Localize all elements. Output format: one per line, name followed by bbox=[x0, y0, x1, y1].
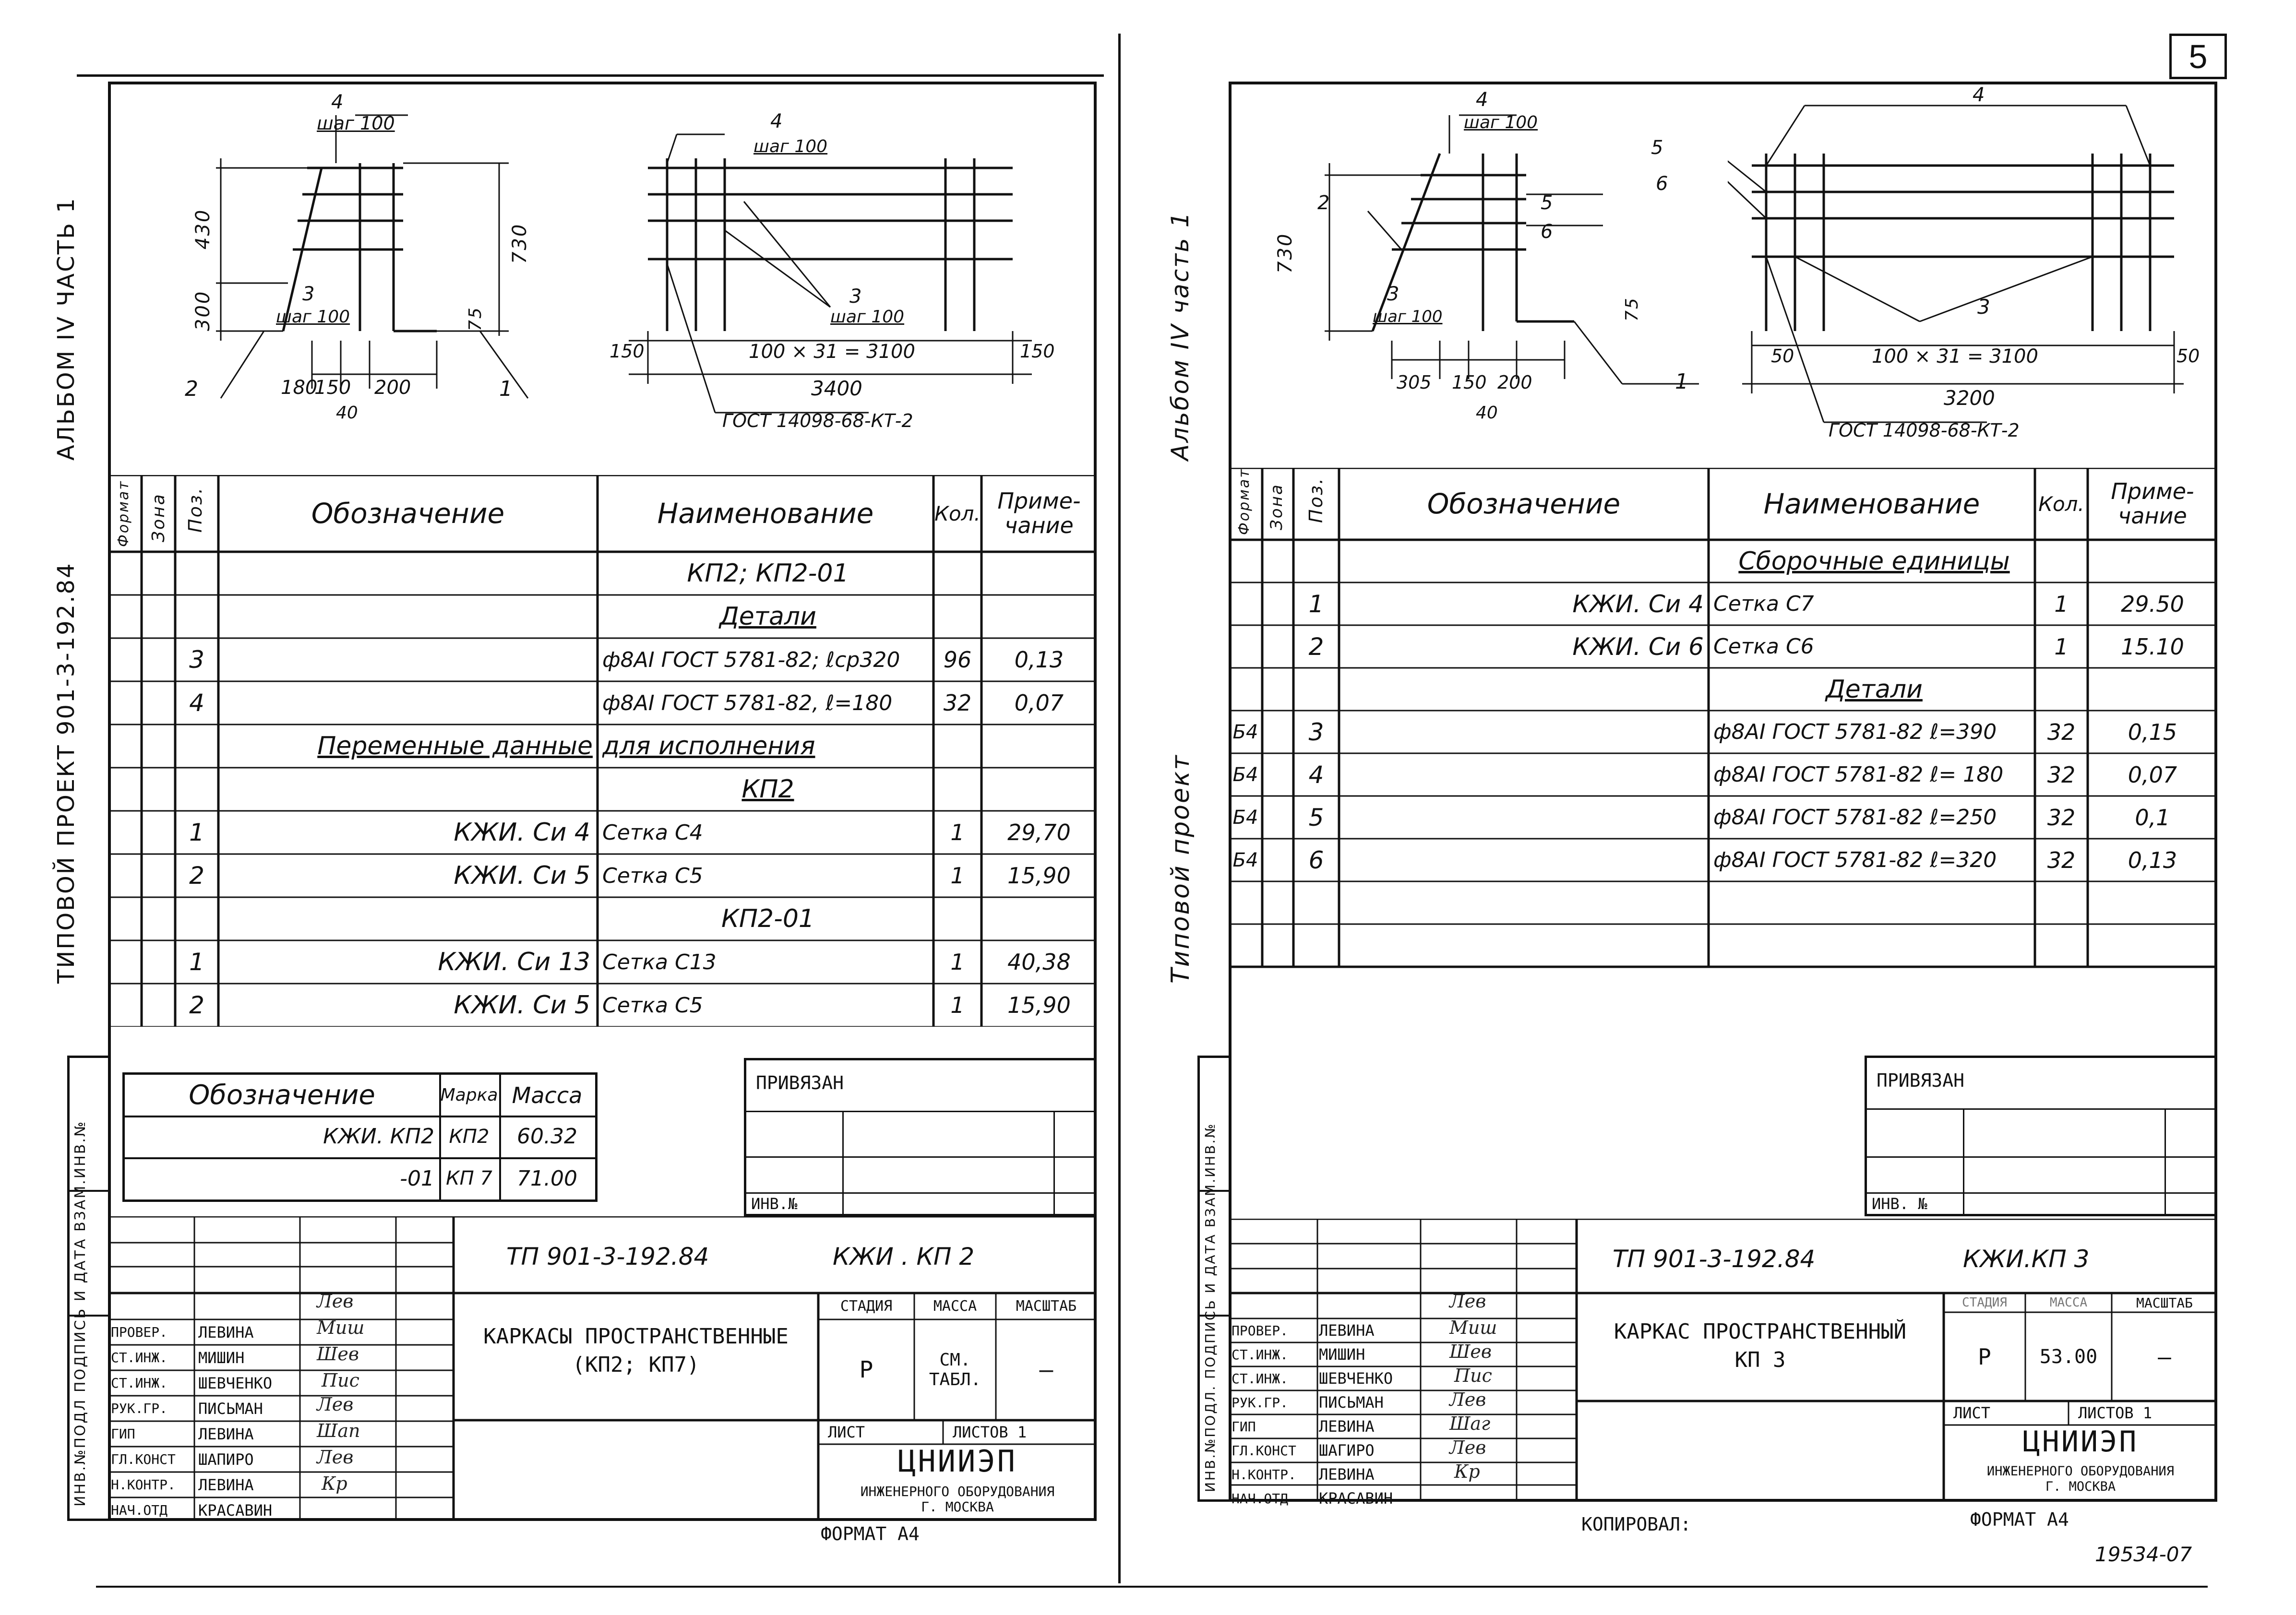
right-e-pos3: 3 bbox=[1977, 295, 1990, 319]
left-signature-4: Пис bbox=[322, 1370, 359, 1391]
spec-row-qty: 1 bbox=[950, 992, 965, 1018]
right-e-gost: ГОСТ 14098-68-КТ-2 bbox=[1829, 420, 2020, 441]
spec-row-note bbox=[981, 552, 1097, 595]
spec-row-designation: КЖИ. Си 6 bbox=[1572, 632, 1704, 661]
spec-row-qty bbox=[933, 595, 981, 638]
spec-row-name: КП2-01 bbox=[721, 904, 815, 933]
right-tb-code: ТП 901-3-192.84 bbox=[1613, 1245, 1816, 1273]
right-spec-h-qty: Кол. bbox=[2038, 492, 2084, 516]
left-tb-mass: СМ. ТАБЛ. bbox=[929, 1350, 981, 1389]
right-tb-sheet: ЛИСТ bbox=[1953, 1404, 1991, 1422]
left-tb-sheets: ЛИСТОВ 1 bbox=[953, 1423, 1027, 1441]
spec-row-note: 0,13 bbox=[1014, 647, 1064, 673]
spec-row-pos: 1 bbox=[189, 948, 204, 976]
spec-row-name: Сборочные единицы bbox=[1738, 546, 2010, 576]
left-s-pos2: 2 bbox=[185, 377, 198, 401]
right-album-label: Альбом IV часть 1 bbox=[1166, 211, 1194, 461]
right-tb-sheets: ЛИСТОВ 1 bbox=[2078, 1404, 2152, 1422]
right-s-pos6: 6 bbox=[1541, 221, 1553, 243]
tb-name: ЛЕВИНА bbox=[198, 1425, 254, 1443]
spec-row-designation: КЖИ. Си 4 bbox=[1572, 590, 1704, 618]
right-binding-box bbox=[1865, 1056, 2217, 1216]
spec-row-designation bbox=[223, 768, 590, 811]
spec-row-format: Б4 bbox=[1232, 806, 1258, 829]
spec-row-pos bbox=[1293, 668, 1339, 711]
spec-row-designation bbox=[223, 681, 590, 724]
tb-role: НАЧ.ОТД bbox=[1232, 1490, 1289, 1507]
right-signature-1: Лев bbox=[1449, 1291, 1486, 1312]
mass-r1-designation: КЖИ. КП2 bbox=[323, 1124, 434, 1149]
right-s-pos1: 1 bbox=[1675, 369, 1688, 394]
spec-row-pos bbox=[175, 724, 218, 768]
spec-row-name: для исполнения bbox=[602, 732, 815, 760]
spec-row-qty bbox=[933, 897, 981, 940]
right-spec-h-name: Наименование bbox=[1763, 487, 1980, 520]
mass-r2-mass: 71.00 bbox=[517, 1166, 577, 1191]
spec-row-qty: 1 bbox=[950, 949, 965, 975]
spec-row-name: ф8АI ГОСТ 5781-82, ℓ=180 bbox=[602, 690, 893, 715]
tb-name: КРАСАВИН bbox=[198, 1501, 273, 1520]
spec-row-designation: КЖИ. Си 13 bbox=[438, 948, 590, 976]
right-signature-5: Лев bbox=[1449, 1389, 1486, 1410]
spec-row-designation bbox=[1344, 881, 1704, 924]
left-album-label: АЛЬБОМ IV ЧАСТЬ 1 bbox=[53, 197, 80, 461]
left-tb-org: ЦНИИЭП bbox=[898, 1444, 1017, 1478]
right-spec-h-designation: Обозначение bbox=[1427, 487, 1621, 520]
spec-row-qty bbox=[933, 724, 981, 768]
left-spec-table bbox=[108, 475, 1097, 1027]
left-signature-1: Лев bbox=[317, 1291, 354, 1312]
spec-row-name: ф8АI ГОСТ 5781-82 ℓ=390 bbox=[1713, 720, 1997, 744]
left-tb-mass-h: МАССА bbox=[933, 1298, 977, 1315]
right-margin-label: ИНВ.№ПОДЛ. ПОДПИСЬ И ДАТА ВЗАМ.ИНВ.№ bbox=[1202, 1122, 1218, 1492]
spec-row-name: Детали bbox=[1826, 675, 1923, 704]
left-s-dim40: 40 bbox=[336, 403, 358, 423]
spec-row-pos: 4 bbox=[1308, 760, 1324, 789]
spec-row-qty: 32 bbox=[943, 690, 972, 716]
spec-row-designation: Переменные данные bbox=[317, 732, 593, 760]
spec-row-note bbox=[2088, 668, 2217, 711]
left-inv-label: ИНВ.№ bbox=[751, 1195, 798, 1213]
spec-row-designation bbox=[223, 552, 590, 595]
left-s-pos3: 3 bbox=[302, 283, 315, 305]
spec-row-name: КП2 bbox=[741, 775, 794, 804]
tb-name: ПИСЬМАН bbox=[198, 1399, 263, 1418]
left-s-pos4: 4 bbox=[331, 91, 344, 113]
spec-row-qty bbox=[2035, 668, 2088, 711]
right-e-pos4: 4 bbox=[1973, 84, 1985, 106]
tb-name: ЛЕВИНА bbox=[1319, 1417, 1375, 1436]
right-spec-h-note: Приме- чание bbox=[2111, 478, 2194, 529]
right-signature-4: Пис bbox=[1454, 1365, 1492, 1386]
mass-h-mark: Марка bbox=[440, 1085, 498, 1105]
right-tb-stage: Р bbox=[1978, 1343, 1991, 1370]
spec-row-format: Б4 bbox=[1232, 721, 1258, 743]
spec-row-pos: 5 bbox=[1308, 803, 1324, 831]
right-tb-mass-h: МАССА bbox=[2049, 1295, 2088, 1310]
left-s-dim300: 300 bbox=[192, 290, 214, 331]
left-signature-6: Шап bbox=[317, 1420, 360, 1441]
tb-role: РУК.ГР. bbox=[1232, 1394, 1289, 1411]
right-e-span: 100 × 31 = 3100 bbox=[1872, 345, 2038, 368]
right-spec-h-pos: Поз. bbox=[1305, 476, 1327, 523]
right-signature-6: Шаг bbox=[1449, 1413, 1491, 1434]
right-s-pos2: 2 bbox=[1317, 192, 1330, 214]
left-s-pos1: 1 bbox=[499, 377, 513, 401]
right-e-dim50l: 50 bbox=[1771, 345, 1794, 367]
spec-row-note bbox=[981, 897, 1097, 940]
spec-row-name: ф8АI ГОСТ 5781-82 ℓ=320 bbox=[1713, 848, 1997, 872]
tb-name: ШАПИРО bbox=[198, 1450, 254, 1469]
spec-row-designation bbox=[223, 897, 590, 940]
spec-row-name: Сетка С6 bbox=[1713, 634, 1814, 659]
tb-role: ГИП bbox=[1232, 1418, 1256, 1435]
spec-row-name bbox=[1713, 881, 2035, 924]
spec-row-note bbox=[981, 595, 1097, 638]
spec-row-designation: КЖИ. Си 5 bbox=[454, 861, 590, 890]
tb-name: ШЕВЧЕНКО bbox=[198, 1374, 273, 1392]
top-rule bbox=[77, 74, 1104, 77]
mass-h-mass: Масса bbox=[512, 1082, 583, 1108]
tb-name: МИШИН bbox=[1319, 1345, 1365, 1364]
left-s-dim730: 730 bbox=[509, 223, 531, 264]
right-s-dim200: 200 bbox=[1497, 372, 1532, 393]
spec-row-pos: 3 bbox=[1308, 718, 1324, 746]
spec-row-pos bbox=[1293, 881, 1339, 924]
right-s-step-a: шаг 100 bbox=[1464, 113, 1538, 132]
left-spec-h-note: Приме- чание bbox=[997, 488, 1081, 538]
spec-row-qty: 32 bbox=[2047, 804, 2076, 831]
spec-row-name: Детали bbox=[719, 602, 816, 631]
left-e-span: 100 × 31 = 3100 bbox=[749, 341, 915, 363]
right-s-pos4: 4 bbox=[1476, 89, 1488, 111]
spec-row-format bbox=[1229, 668, 1262, 711]
spec-row-qty bbox=[2035, 924, 2088, 967]
right-tb-org: ЦНИИЭП bbox=[2022, 1425, 2139, 1459]
right-tb-stage-h: СТАДИЯ bbox=[1962, 1295, 2007, 1310]
tb-name: ЛЕВИНА bbox=[198, 1323, 254, 1342]
left-tb-scale-h: МАСШТАБ bbox=[1016, 1298, 1077, 1315]
right-s-dim305: 305 bbox=[1397, 372, 1432, 393]
right-e-dim3200: 3200 bbox=[1944, 386, 1995, 410]
right-tb-mass: 53.00 bbox=[2039, 1345, 2098, 1368]
left-s-step-a: шаг 100 bbox=[317, 113, 395, 134]
spec-row-note: 15.10 bbox=[2121, 633, 2184, 660]
right-e-pos5: 5 bbox=[1651, 137, 1663, 159]
spec-row-qty: 32 bbox=[2047, 719, 2076, 745]
spec-row-qty bbox=[933, 768, 981, 811]
spec-row-qty: 32 bbox=[2047, 761, 2076, 788]
spec-row-name: Сетка С5 bbox=[602, 863, 703, 888]
spec-row-format bbox=[1229, 924, 1262, 967]
spec-row-pos: 1 bbox=[189, 819, 204, 846]
right-binding-label: ПРИВЯЗАН bbox=[1877, 1070, 1965, 1091]
right-spec-h-format: Формат bbox=[1236, 468, 1253, 535]
tb-role: Н.КОНТР. bbox=[111, 1477, 176, 1493]
spec-row-pos bbox=[175, 595, 218, 638]
spec-row-pos bbox=[175, 897, 218, 940]
right-s-dim730: 730 bbox=[1274, 232, 1296, 273]
right-s-dim75: 75 bbox=[1622, 297, 1642, 321]
sheet-number-box bbox=[2169, 34, 2227, 79]
spec-row-name: ф8АI ГОСТ 5781-82; ℓср320 bbox=[602, 647, 900, 672]
right-tb-scale: — bbox=[2158, 1343, 2171, 1370]
mass-r2-designation: -01 bbox=[400, 1166, 434, 1191]
left-tb-stage: Р bbox=[859, 1356, 873, 1383]
spec-row-pos: 3 bbox=[189, 646, 204, 674]
spec-row-pos: 2 bbox=[189, 862, 204, 890]
spec-row-pos: 6 bbox=[1308, 846, 1324, 874]
left-signature-8: Кр bbox=[322, 1473, 347, 1494]
spec-row-name: Сетка С4 bbox=[602, 820, 703, 845]
spec-row-designation: КЖИ. Си 4 bbox=[454, 818, 590, 847]
spec-row-pos bbox=[1293, 924, 1339, 967]
tb-role: ГИП bbox=[111, 1426, 135, 1442]
spec-row-note: 15,90 bbox=[1007, 992, 1071, 1018]
left-binding-label: ПРИВЯЗАН bbox=[756, 1072, 844, 1093]
right-title-block bbox=[1229, 1219, 2217, 1508]
spec-row-designation bbox=[1344, 668, 1704, 711]
tb-role: НАЧ.ОТД bbox=[111, 1502, 168, 1518]
right-signature-3: Шев bbox=[1449, 1341, 1492, 1362]
right-signature-7: Лев bbox=[1449, 1437, 1486, 1458]
tb-name: КРАСАВИН bbox=[1319, 1489, 1393, 1508]
left-tb-scale: — bbox=[1039, 1356, 1053, 1383]
spec-row-qty bbox=[2035, 540, 2088, 582]
right-s-step-b: шаг 100 bbox=[1373, 307, 1443, 326]
spec-row-format bbox=[1229, 582, 1262, 625]
left-title-block bbox=[108, 1216, 1097, 1521]
right-s-pos3: 3 bbox=[1387, 283, 1399, 305]
right-signature-2: Миш bbox=[1449, 1317, 1497, 1338]
tb-name: ЛЕВИНА bbox=[1319, 1465, 1375, 1484]
left-format: ФОРМАТ А4 bbox=[821, 1523, 920, 1544]
spec-row-note: 29,70 bbox=[1007, 819, 1071, 845]
spec-row-designation bbox=[1344, 540, 1704, 582]
left-spec-h-designation: Обозначение bbox=[311, 497, 505, 530]
left-tb-mark: КЖИ . КП 2 bbox=[833, 1243, 975, 1271]
spec-row-qty bbox=[2035, 881, 2088, 924]
left-s-dim200: 200 bbox=[374, 377, 411, 399]
right-spec-table bbox=[1229, 468, 2217, 969]
spec-row-qty: 1 bbox=[2054, 633, 2069, 660]
tb-role: ПРОВЕР. bbox=[1232, 1322, 1289, 1339]
bottom-rule bbox=[96, 1586, 2208, 1588]
left-e-dim150l: 150 bbox=[610, 341, 645, 362]
spec-row-note bbox=[981, 724, 1097, 768]
spec-row-pos: 2 bbox=[189, 991, 204, 1019]
spec-row-name: ф8АI ГОСТ 5781-82 ℓ=250 bbox=[1713, 805, 1997, 830]
spec-row-pos: 2 bbox=[1308, 632, 1324, 661]
right-tb-scale-h: МАСШТАБ bbox=[2136, 1294, 2193, 1311]
spec-row-designation bbox=[1344, 711, 1704, 753]
left-s-dim430: 430 bbox=[192, 208, 214, 249]
spec-row-designation bbox=[1344, 796, 1704, 839]
left-margin-label: ИНВ.№ПОДЛ ПОДПИСЬ И ДАТА ВЗАМ.ИНВ.№ bbox=[72, 1120, 89, 1507]
spec-row-qty: 1 bbox=[950, 819, 965, 845]
mass-r1-mass: 60.32 bbox=[517, 1124, 577, 1149]
spec-row-designation bbox=[1344, 753, 1704, 796]
right-copied: КОПИРОВАЛ: bbox=[1581, 1514, 1691, 1535]
tb-name: ШЕВЧЕНКО bbox=[1319, 1369, 1393, 1388]
left-project-label: ТИПОВОЙ ПРОЕКТ 901-3-192.84 bbox=[53, 562, 80, 984]
left-spec-h-zone: Зона bbox=[149, 493, 168, 542]
tb-role: ГЛ.КОНСТ bbox=[1232, 1442, 1296, 1459]
left-signature-7: Лев bbox=[317, 1447, 354, 1468]
left-e-dim3400: 3400 bbox=[811, 377, 862, 400]
left-signature-3: Шев bbox=[317, 1343, 359, 1365]
left-section-drawing bbox=[144, 91, 576, 456]
spec-row-note: 0,07 bbox=[1014, 690, 1064, 716]
spec-row-note bbox=[2088, 540, 2217, 582]
left-e-dim150r: 150 bbox=[1020, 341, 1055, 362]
sheet-number: 5 bbox=[2188, 37, 2208, 75]
spec-row-note bbox=[2088, 881, 2217, 924]
spec-row-note: 0,13 bbox=[2128, 847, 2177, 873]
right-e-dim50r: 50 bbox=[2176, 345, 2200, 367]
spec-row-qty bbox=[933, 552, 981, 595]
left-tb-stage-h: СТАДИЯ bbox=[840, 1298, 893, 1315]
spec-row-designation bbox=[1344, 924, 1704, 967]
mass-h-designation: Обозначение bbox=[189, 1080, 375, 1111]
left-spec-h-pos: Поз. bbox=[185, 486, 206, 533]
center-fold-line bbox=[1118, 34, 1121, 1583]
spec-row-name: Сетка С5 bbox=[602, 993, 703, 1018]
tb-role: СТ.ИНЖ. bbox=[111, 1350, 168, 1366]
left-signature-5: Лев bbox=[317, 1394, 354, 1415]
spec-row-qty: 1 bbox=[950, 863, 965, 889]
tb-role: СТ.ИНЖ. bbox=[1232, 1346, 1289, 1363]
right-inv-label: ИНВ. № bbox=[1872, 1195, 1927, 1213]
spec-row-qty: 1 bbox=[2054, 591, 2069, 617]
tb-role: СТ.ИНЖ. bbox=[111, 1375, 168, 1391]
tb-role: СТ.ИНЖ. bbox=[1232, 1370, 1289, 1387]
spec-row-pos bbox=[175, 552, 218, 595]
spec-row-note: 40,38 bbox=[1007, 949, 1071, 975]
left-binding-box bbox=[744, 1058, 1097, 1216]
spec-row-name: КП2; КП2-01 bbox=[687, 559, 849, 588]
tb-role: Н.КОНТР. bbox=[1232, 1466, 1296, 1483]
right-project-label: Типовой проект bbox=[1166, 754, 1195, 984]
right-e-pos6: 6 bbox=[1656, 173, 1668, 195]
spec-row-designation bbox=[223, 638, 590, 681]
left-tb-code: ТП 901-3-192.84 bbox=[506, 1243, 709, 1271]
spec-row-pos bbox=[1293, 540, 1339, 582]
left-s-step-b: шаг 100 bbox=[276, 307, 350, 327]
tb-role: ПРОВЕР. bbox=[111, 1324, 168, 1340]
tb-name: ПИСЬМАН bbox=[1319, 1393, 1384, 1412]
spec-row-qty: 96 bbox=[943, 647, 972, 673]
spec-row-qty: 32 bbox=[2047, 847, 2076, 873]
tb-role: РУК.ГР. bbox=[111, 1401, 168, 1416]
left-e-step-b: шаг 100 bbox=[830, 307, 905, 327]
spec-row-designation: КЖИ. Си 5 bbox=[454, 991, 590, 1020]
spec-row-name: Сетка С7 bbox=[1713, 592, 1814, 616]
right-tb-mark: КЖИ.КП 3 bbox=[1963, 1245, 2090, 1273]
left-tb-title: КАРКАСЫ ПРОСТРАНСТВЕННЫЕ (КП2; КП7) bbox=[483, 1324, 789, 1377]
right-tb-org-sub: ИНЖЕНЕРНОГО ОБОРУДОВАНИЯ Г. МОСКВА bbox=[1986, 1464, 2175, 1494]
spec-row-pos bbox=[175, 768, 218, 811]
right-format: ФОРМАТ А4 bbox=[1970, 1509, 2069, 1530]
right-s-dim40: 40 bbox=[1476, 403, 1498, 423]
tb-name: МИШИН bbox=[198, 1348, 245, 1367]
tb-name: ШАГИРО bbox=[1319, 1441, 1375, 1460]
left-e-gost: ГОСТ 14098-68-КТ-2 bbox=[722, 410, 913, 431]
spec-row-name bbox=[1713, 924, 2035, 967]
mass-r2-mark: КП 7 bbox=[446, 1167, 492, 1189]
spec-row-designation bbox=[1344, 839, 1704, 881]
spec-row-note: 0,1 bbox=[2135, 804, 2170, 831]
left-signature-2: Миш bbox=[317, 1317, 365, 1338]
left-tb-sheet: ЛИСТ bbox=[828, 1423, 865, 1441]
spec-row-pos: 4 bbox=[189, 689, 204, 717]
left-mass-table bbox=[122, 1072, 598, 1202]
spec-row-note: 0,07 bbox=[2128, 761, 2177, 788]
spec-row-format bbox=[1229, 625, 1262, 668]
left-e-pos3: 3 bbox=[849, 285, 862, 308]
left-s-dim75: 75 bbox=[466, 306, 485, 331]
left-s-dim150: 150 bbox=[314, 377, 351, 399]
spec-row-note: 29.50 bbox=[2121, 591, 2184, 617]
left-spec-h-format: Формат bbox=[115, 480, 132, 547]
tb-name: ЛЕВИНА bbox=[1319, 1321, 1375, 1340]
spec-row-note bbox=[2088, 924, 2217, 967]
right-spec-h-zone: Зона bbox=[1267, 483, 1286, 530]
spec-row-format bbox=[1229, 540, 1262, 582]
left-tb-org-sub: ИНЖЕНЕРНОГО ОБОРУДОВАНИЯ Г. МОСКВА bbox=[860, 1483, 1055, 1515]
left-spec-h-qty: Кол. bbox=[934, 501, 981, 525]
spec-row-note bbox=[981, 768, 1097, 811]
spec-row-pos: 1 bbox=[1308, 590, 1324, 618]
left-e-pos4: 4 bbox=[770, 110, 783, 132]
mass-r1-mark: КП2 bbox=[449, 1125, 490, 1148]
spec-row-format bbox=[1229, 881, 1262, 924]
right-tb-title: КАРКАС ПРОСТРАНСТВЕННЫЙ КП 3 bbox=[1614, 1319, 1907, 1372]
right-s-pos5: 5 bbox=[1541, 192, 1553, 214]
spec-row-name: Сетка С13 bbox=[602, 950, 717, 974]
tb-name: ЛЕВИНА bbox=[198, 1475, 254, 1494]
tb-role: ГЛ.КОНСТ bbox=[111, 1451, 176, 1467]
spec-row-format: Б4 bbox=[1232, 763, 1258, 786]
spec-row-format: Б4 bbox=[1232, 849, 1258, 871]
right-stamp: 19534-07 bbox=[2095, 1543, 2192, 1566]
right-s-dim150: 150 bbox=[1452, 372, 1487, 393]
spec-row-designation bbox=[223, 595, 590, 638]
spec-row-name: ф8АI ГОСТ 5781-82 ℓ= 180 bbox=[1713, 762, 2004, 787]
right-signature-8: Кр bbox=[1454, 1461, 1480, 1482]
spec-row-note: 0,15 bbox=[2128, 719, 2177, 745]
left-e-step-a: шаг 100 bbox=[753, 137, 828, 156]
spec-row-note: 15,90 bbox=[1007, 863, 1071, 889]
left-s-dim180: 180 bbox=[281, 377, 318, 399]
left-spec-h-name: Наименование bbox=[657, 497, 874, 530]
